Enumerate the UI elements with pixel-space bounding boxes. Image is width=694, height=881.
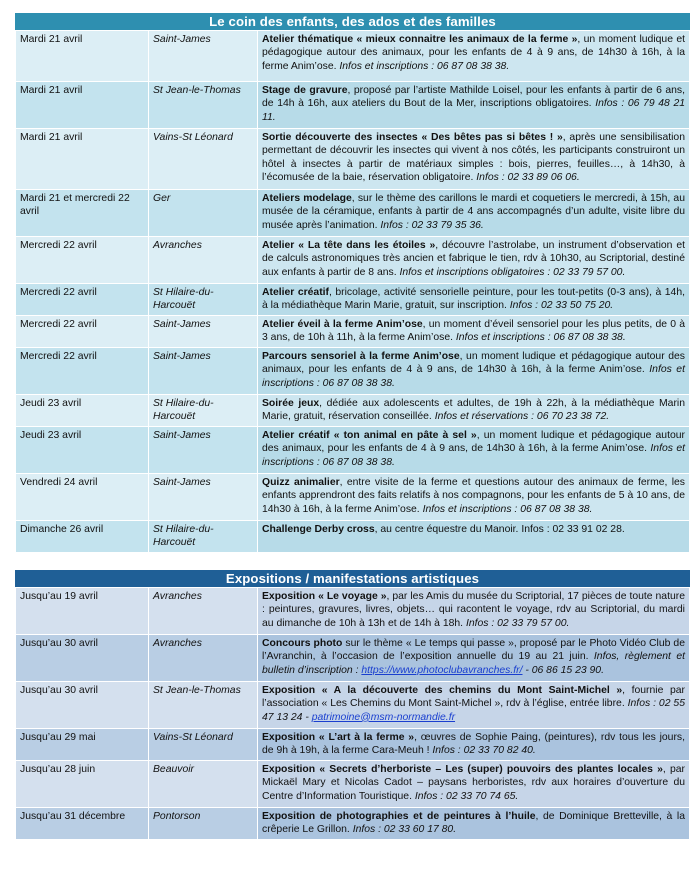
event-date: Jusqu’au 19 avril	[16, 588, 149, 635]
event-info: Infos et réservations : 06 70 23 38 72.	[434, 411, 610, 423]
event-info: Infos et inscriptions : 06 87 08 38 38.	[262, 443, 685, 468]
event-title: Challenge Derby cross	[262, 524, 375, 535]
event-title: Exposition « A la découverte des chemins du Mont Saint-Michel »	[262, 685, 623, 696]
event-title: Parcours sensoriel à la ferme Anim’ose	[262, 351, 460, 362]
table-row	[16, 729, 690, 761]
event-place: Vains-St Léonard	[149, 129, 258, 190]
event-text: , un moment ludique et pédagogique autour des animaux, pour les enfants de 4 à 9 ans, de 14h30 à 16h, à la ferme Anim’ose.	[262, 430, 685, 455]
website-link[interactable]: https://www.photoclubavranches.fr/	[361, 664, 523, 676]
event-text: , par les Amis du musée du Scriptorial, 17 pièces de toute nature : peintures, gravures, livres, objets… qui racontent le voyage, rdv au Scriptorial, du mardi au dimanche de 10h à 13h et de 14h à 18h.	[262, 591, 685, 629]
event-description	[258, 129, 690, 190]
event-title: Atelier éveil à la ferme Anim’ose	[262, 319, 423, 330]
event-info: Infos : 02 55 47 13 24 -	[262, 698, 685, 723]
event-description	[258, 237, 690, 284]
event-text: , de Dominique Bretteville, à la crêperie Le Grillon.	[262, 811, 685, 836]
event-place: Saint-James	[149, 427, 258, 474]
event-date: Dimanche 26 avril	[16, 521, 149, 553]
email-link[interactable]: patrimoine@msm-normandie.fr	[311, 711, 456, 723]
event-info: Infos et inscriptions obligatoires : 02 33 79 57 00.	[399, 266, 626, 278]
event-place: Pontorson	[149, 808, 258, 840]
event-date: Mercredi 22 avril	[16, 284, 149, 316]
event-text: , sur le thème des carillons le mardi et coquetiers le mercredi, à 15h, au musée de la céramique, enfants à partir de 4 ans accompagnés d’un adulte, visite libre du musée après l’animation.	[262, 193, 685, 231]
table-row	[16, 82, 690, 129]
event-place: Avranches	[149, 588, 258, 635]
event-date: Mardi 21 avril	[16, 31, 149, 82]
event-date: Mardi 21 avril	[16, 82, 149, 129]
event-text: , entre visite de la ferme et questions autour des animaux de ferme, les enfants apprendront des faits relatifs à nos compagnons, pour les enfants de 5 à 10 ans, de 14h30 à 16h, à la ferme Anim’ose.	[262, 477, 685, 515]
event-text: , bricolage, activité sensorielle peinture, pour les tout-petits (0-3 ans), à 14h, à la médiathèque Marin Marie, gratuit, sur inscription.	[262, 287, 685, 312]
event-info: Infos : 02 33 79 35 36.	[380, 219, 484, 231]
event-date: Jusqu’au 28 juin	[16, 761, 149, 808]
event-info: Infos et inscriptions : 06 87 08 38 38.	[339, 60, 510, 72]
table-row	[16, 129, 690, 190]
event-place: Saint-James	[149, 31, 258, 82]
event-text: , par Mickaël Mary et Nicolas Cadot – paysans herboristes, rdv aux horaires d’ouverture du Centre d’Information Touristique.	[262, 764, 686, 802]
table-row	[16, 521, 690, 553]
event-info: Infos : 02 33 89 06 06.	[476, 171, 580, 183]
event-date: Jusqu’au 31 décembre	[16, 808, 149, 840]
event-title: Exposition « Secrets d’herboriste – Les (super) pouvoirs des plantes locales »	[262, 764, 663, 775]
table-row	[16, 474, 690, 521]
event-date: Jusqu’au 30 avril	[16, 682, 149, 729]
table-row	[16, 31, 690, 82]
event-title: Stage de gravure	[262, 85, 348, 96]
event-description	[258, 348, 690, 395]
event-place: Avranches	[149, 635, 258, 682]
event-info: Infos : 02 33 60 17 80.	[352, 824, 457, 836]
events-table	[15, 30, 690, 553]
event-title: Quizz animalier	[262, 477, 340, 488]
event-text: , un moment d’éveil sensoriel pour les plus petits, de 0 à 3 ans, de 10h à 11h, à la ferme Anim’ose.	[262, 319, 685, 344]
event-description	[258, 588, 690, 635]
event-date: Jeudi 23 avril	[16, 427, 149, 474]
section-exhibitions	[15, 570, 690, 840]
table-row	[16, 808, 690, 840]
event-description	[258, 316, 690, 348]
event-description	[258, 190, 690, 237]
event-title: Atelier créatif	[262, 287, 330, 298]
event-title: Atelier thématique « mieux connaitre les animaux de la ferme »	[262, 34, 578, 45]
event-date: Jeudi 23 avril	[16, 395, 149, 427]
event-title: Sortie découverte des insectes « Des bêtes pas si bêtes ! »	[262, 132, 563, 143]
section-title: Expositions / manifestations artistiques	[15, 570, 690, 587]
event-place: Beauvoir	[149, 761, 258, 808]
event-info: Infos : 02 33 70 74 65.	[414, 790, 519, 802]
event-title: Atelier « La tête dans les étoiles »	[262, 240, 436, 251]
event-place: St Hilaire-du-Harcouët	[149, 521, 258, 553]
event-info: Infos, règlement et bulletin d’inscription :	[262, 651, 685, 676]
event-text: , un moment ludique et pédagogique autour des animaux, pour les enfants de 4 à 9 ans, de 14h30 à 16h, à la ferme Anim’ose.	[262, 34, 685, 72]
event-title: Concours photo	[262, 638, 343, 649]
event-title: Exposition de photographies et de peintures à l’huile	[262, 811, 536, 822]
event-place: St Hilaire-du-Harcouët	[149, 284, 258, 316]
event-title: Ateliers modelage	[262, 193, 352, 204]
table-row	[16, 682, 690, 729]
event-description	[258, 31, 690, 82]
event-text: , découvre l’astrolabe, un instrument d’observation et de calculs astronomiques très ancien et fabrique le tien, rdv à 10h30, au Scriptorial, destiné aux enfants à partir de 8 ans.	[262, 240, 685, 278]
event-description	[258, 635, 690, 682]
event-title: Exposition « Le voyage »	[262, 591, 387, 602]
event-info: Infos : 02 33 50 75 20.	[509, 300, 614, 312]
table-row	[16, 761, 690, 808]
event-place: St Jean-le-Thomas	[149, 682, 258, 729]
event-date: Mardi 21 avril	[16, 129, 149, 190]
event-date: Mercredi 22 avril	[16, 348, 149, 395]
table-row	[16, 190, 690, 237]
event-text: sur le thème « Le temps qui passe », proposé par le Photo Vidéo Club de l’Avranchin, à l’occasion de l’exposition annuelle du 19 au 21 juin.	[262, 638, 685, 663]
event-text: , dédiée aux adolescents et adultes, de 19h à 22h, à la médiathèque Marin Marie, gratuit, réservation conseillée.	[262, 398, 685, 423]
exhibitions-table	[15, 587, 690, 840]
event-date: Mardi 21 et mercredi 22 avril	[16, 190, 149, 237]
event-description	[258, 82, 690, 129]
event-text: , au centre équestre du Manoir. Infos : 02 33 91 02 28.	[374, 524, 625, 535]
event-info: Infos et inscriptions : 06 87 08 38 38.	[455, 332, 626, 344]
event-description	[258, 682, 690, 729]
event-title: Atelier créatif « ton animal en pâte à sel »	[262, 430, 477, 441]
event-description	[258, 427, 690, 474]
event-date: Jusqu’au 30 avril	[16, 635, 149, 682]
event-text: , après une sensibilisation permettant de découvrir les insectes qui vivent à nos côtés, les participants construiront un hôtel à insectes à partir de matériaux simples : bois, pierres, feuilles…, à 14h30, à l’écomusée de la baie, réservation obligatoire.	[262, 132, 685, 183]
event-place: Saint-James	[149, 348, 258, 395]
event-date: Vendredi 24 avril	[16, 474, 149, 521]
event-place: St Jean-le-Thomas	[149, 82, 258, 129]
event-description	[258, 808, 690, 840]
event-place: Saint-James	[149, 474, 258, 521]
event-info: Infos : 02 33 79 57 00.	[465, 617, 570, 629]
event-place: Saint-James	[149, 316, 258, 348]
event-text: , un moment ludique et pédagogique autour des animaux, pour les enfants de 4 à 9 ans, de 14h30 à 16h, à la ferme Anim’ose.	[262, 351, 685, 376]
event-info: Infos et inscriptions : 06 87 08 38 38.	[422, 503, 593, 515]
table-row	[16, 395, 690, 427]
event-place: Avranches	[149, 237, 258, 284]
event-place: Ger	[149, 190, 258, 237]
table-row	[16, 284, 690, 316]
section-children	[15, 13, 690, 553]
event-title: Soirée jeux	[262, 398, 320, 409]
event-description	[258, 284, 690, 316]
event-place: Vains-St Léonard	[149, 729, 258, 761]
table-row	[16, 237, 690, 284]
event-text: , œuvres de Sophie Paing, (peintures), rdv tous les jours, de 9h à 19h, à la ferme Cara-Meuh !	[262, 732, 685, 757]
event-info: Infos : 06 79 48 21 11.	[262, 98, 686, 123]
event-date: Jusqu’au 29 mai	[16, 729, 149, 761]
event-text: , fournie par l’association « Les Chemins du Mont Saint-Michel », rdv à l’église, entrée libre.	[262, 685, 685, 710]
event-description	[258, 474, 690, 521]
event-description	[258, 729, 690, 761]
section-title: Le coin des enfants, des ados et des familles	[15, 13, 690, 30]
table-row	[16, 635, 690, 682]
table-row	[16, 348, 690, 395]
event-info: Infos : 02 33 70 82 40.	[432, 745, 536, 757]
event-title: Exposition « L’art à la ferme »	[262, 732, 415, 743]
event-text: , proposé par l’artiste Mathilde Loisel, pour les enfants à partir de 6 ans, de 14h à 16h, aux ateliers du Bout de la Mer, inscriptions obligatoires.	[262, 85, 686, 110]
event-place: St Hilaire-du-Harcouët	[149, 395, 258, 427]
event-phone: - 06 86 15 23 90.	[522, 664, 604, 676]
event-description	[258, 761, 690, 808]
table-row	[16, 427, 690, 474]
event-description	[258, 521, 690, 553]
table-row	[16, 588, 690, 635]
event-date: Mercredi 22 avril	[16, 237, 149, 284]
table-row	[16, 316, 690, 348]
event-info: Infos et inscriptions : 06 87 08 38 38.	[262, 364, 685, 389]
event-date: Mercredi 22 avril	[16, 316, 149, 348]
event-description	[258, 395, 690, 427]
